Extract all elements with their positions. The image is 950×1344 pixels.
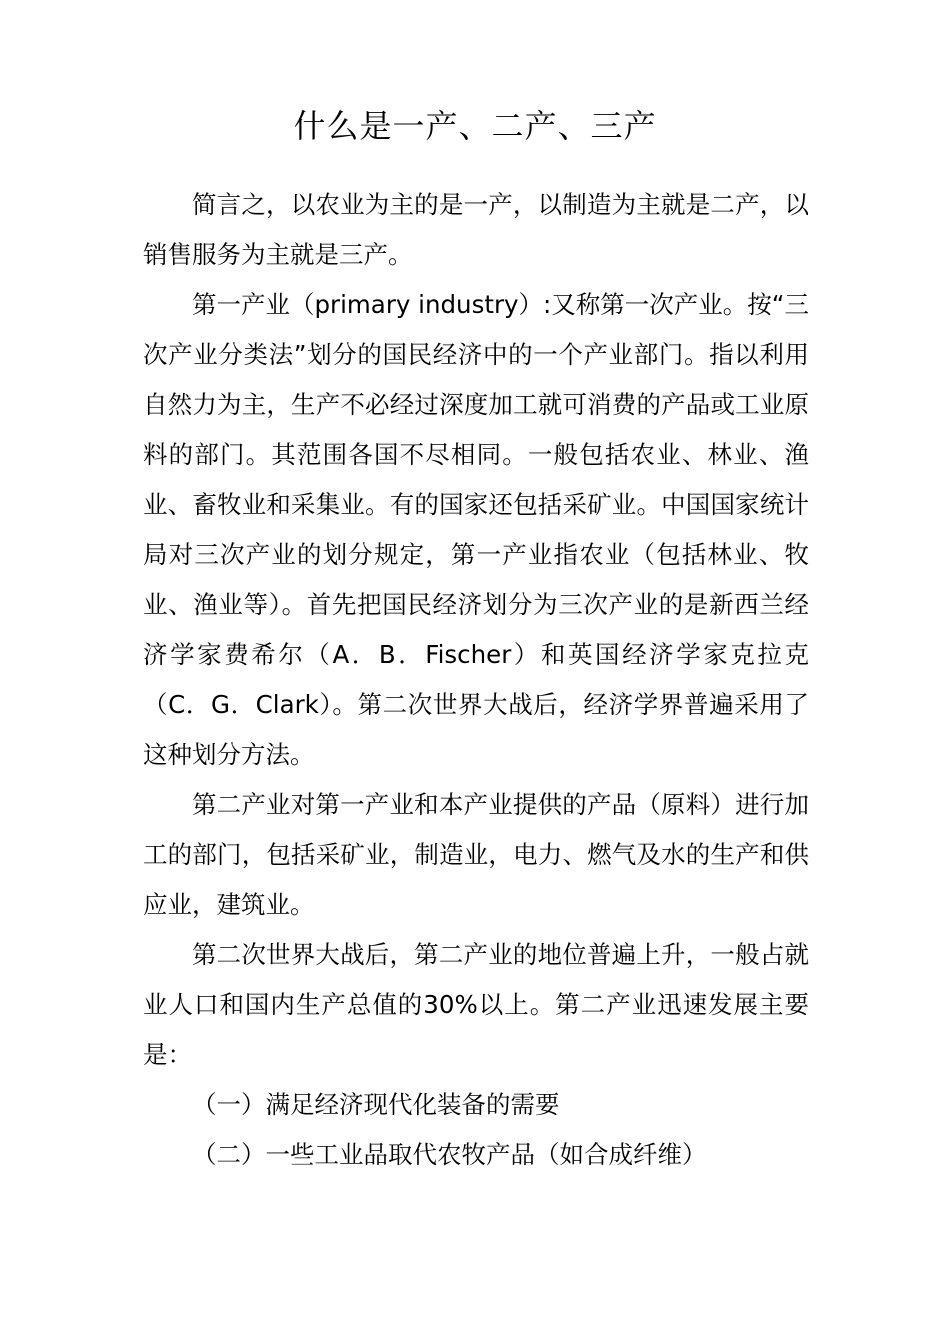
document-body <box>143 180 809 1180</box>
document-title: 什么是一产、二产、三产 <box>293 107 657 145</box>
list-item-modernization: （一）满足经济现代化装备的需要 <box>192 1090 560 1119</box>
paragraph-secondary-industry: 第二产业对第一产业和本产业提供的产品（原料）进行加工的部门，包括采矿业，制造业，电力、燃气及水的生产和供应业，建筑业。 <box>143 790 809 919</box>
paragraph-secondary-growth: 第二次世界大战后，第二产业的地位普遍上升，一般占就业人口和国内生产总值的30%以上。第二产业迅速发展主要是： <box>143 940 809 1069</box>
paragraph-summary: 简言之，以农业为主的是一产，以制造为主就是二产，以销售服务为主就是三产。 <box>143 190 809 269</box>
paragraph-primary-industry: 第一产业（primary industry）:又称第一次产业。按“三次产业分类法”划分的国民经济中的一个产业部门。指以利用自然力为主，生产不必经过深度加工就可消费的产品或工业原料的部门。其范围各国不尽相同。一般包括农业、林业、渔业、畜牧业和采集业。有的国家还包括采矿业。中国国家统计局对三次产业的划分规定，第一产业指农业（包括林业、牧业、渔业等）。首先把国民经济划分为三次产业的是新西兰经济学家费希尔（A．B．Fischer）和英国经济学家克拉克（C．G．Clark）。第二次世界大战后，经济学界普遍采用了这种划分方法。 <box>143 290 809 769</box>
list-item-industrial-substitution: （二）一些工业品取代农牧产品（如合成纤维） <box>192 1140 707 1169</box>
